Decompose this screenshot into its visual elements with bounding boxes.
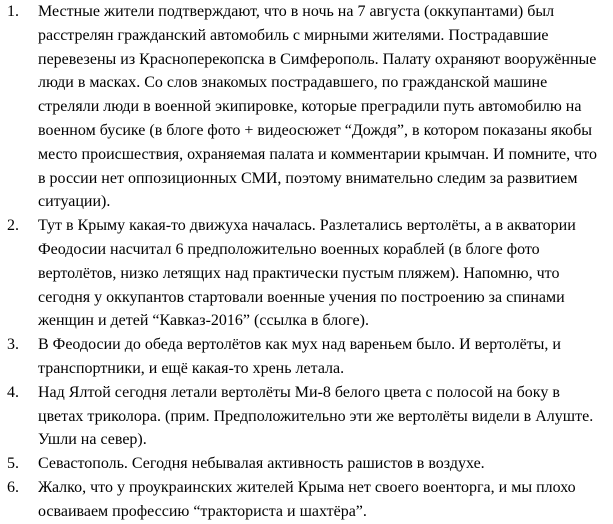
list-item-text: В Феодосии до обеда вертолётов как мух над вареньем было. И вертолёты, и транспортники, и ещё какая-то хрень летала. [38, 336, 561, 377]
list-item-5 [6, 452, 607, 476]
list-item-text: Тут в Крыму какая-то движуха началась. Разлетались вертолёты, а в акватории Феодосии насчитал 6 предположительно военных кораблей (в блоге фото вертолётов, низко летящих над практически пустым пляжем). Напомню, что сегодня у оккупантов стартовали военные учения по построению за спинами женщин и детей “Кавказ-2016” (ссылка в блоге). [38, 217, 576, 330]
list-item-number: 3. [7, 336, 19, 354]
list-item-6 [6, 476, 607, 524]
list-item-text: Над Ялтой сегодня летали вертолёты Ми-8 белого цвета с полосой на боку в цветах триколора. (прим. Предположительно эти же вертолёты видели в Алуште. Ушли на север). [38, 383, 594, 449]
list-item-2 [6, 214, 607, 333]
list-item-number: 1. [7, 3, 19, 20]
list-item-4 [6, 381, 607, 452]
list-item-number: 4. [7, 383, 19, 401]
list-item-3 [6, 333, 607, 381]
list-item-1 [6, 0, 607, 214]
list-item-text: Севастополь. Сегодня небывалая активность рашистов в воздухе. [38, 455, 485, 473]
list-item-number: 2. [7, 217, 19, 235]
list-item-number: 6. [7, 478, 19, 496]
list-item-text: Местные жители подтверждают, что в ночь на 7 августа (оккупантами) был расстрелян гражданский автомобиль с мирными жителями. Пострадавшие перевезены из Красноперекопска в Симферополь. Палату охраняют вооружённые люди в масках. Со слов знакомых пострадавшего, по гражданской машине стреляли люди в военной экипировке, которые преградили путь автомобилю на военном бусике (в блоге фото + видеосюжет “Дождя”, в котором показаны якобы место происшествия, охраняемая палата и комментарии крымчан. И помните, что в россии нет оппозиционных СМИ, поэтому внимательно следим за развитием ситуации). [38, 3, 597, 211]
list-item-text: Жалко, что у проукраинских жителей Крыма нет своего военторга, и мы плохо осваиваем профессию “тракториста и шахтёра”. [38, 478, 576, 520]
list-item-number: 5. [7, 455, 19, 473]
